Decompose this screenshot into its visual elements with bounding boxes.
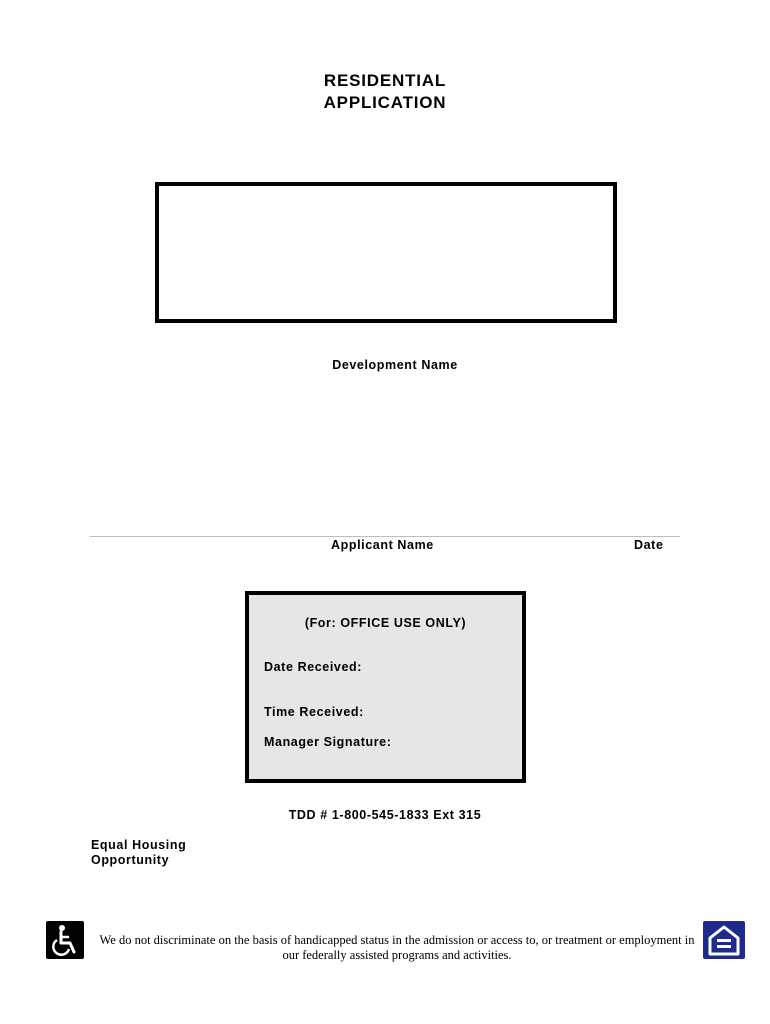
tdd-number: TDD # 1-800-545-1833 Ext 315 [288,808,482,822]
date-label: Date [634,538,664,552]
wheelchair-icon [46,921,84,959]
development-name-box[interactable] [155,182,617,323]
development-name-label: Development Name [332,358,458,372]
page-title [0,70,770,114]
notice-line-1: We do not discriminate on the basis of handicapped status in the admission or access to, or treatment or employment in [99,933,695,947]
notice-line-2: our federally assisted programs and activities. [282,948,512,962]
date-received-label: Date Received: [264,660,363,674]
office-use-title: (For: OFFICE USE ONLY) [304,616,467,630]
equal-housing-icon [703,921,745,959]
title-line-2: APPLICATION [323,93,447,112]
equal-housing-line-1: Equal Housing [91,838,187,852]
manager-signature-label: Manager Signature: [264,735,392,749]
equal-housing-line-2: Opportunity [91,853,170,867]
office-use-box [245,591,526,783]
applicant-name-label: Applicant Name [331,538,434,552]
title-line-1: RESIDENTIAL [323,71,447,90]
time-received-label: Time Received: [264,705,364,719]
non-discrimination-notice [90,933,704,963]
applicant-signature-line[interactable] [90,536,680,537]
equal-housing-text [91,838,186,868]
